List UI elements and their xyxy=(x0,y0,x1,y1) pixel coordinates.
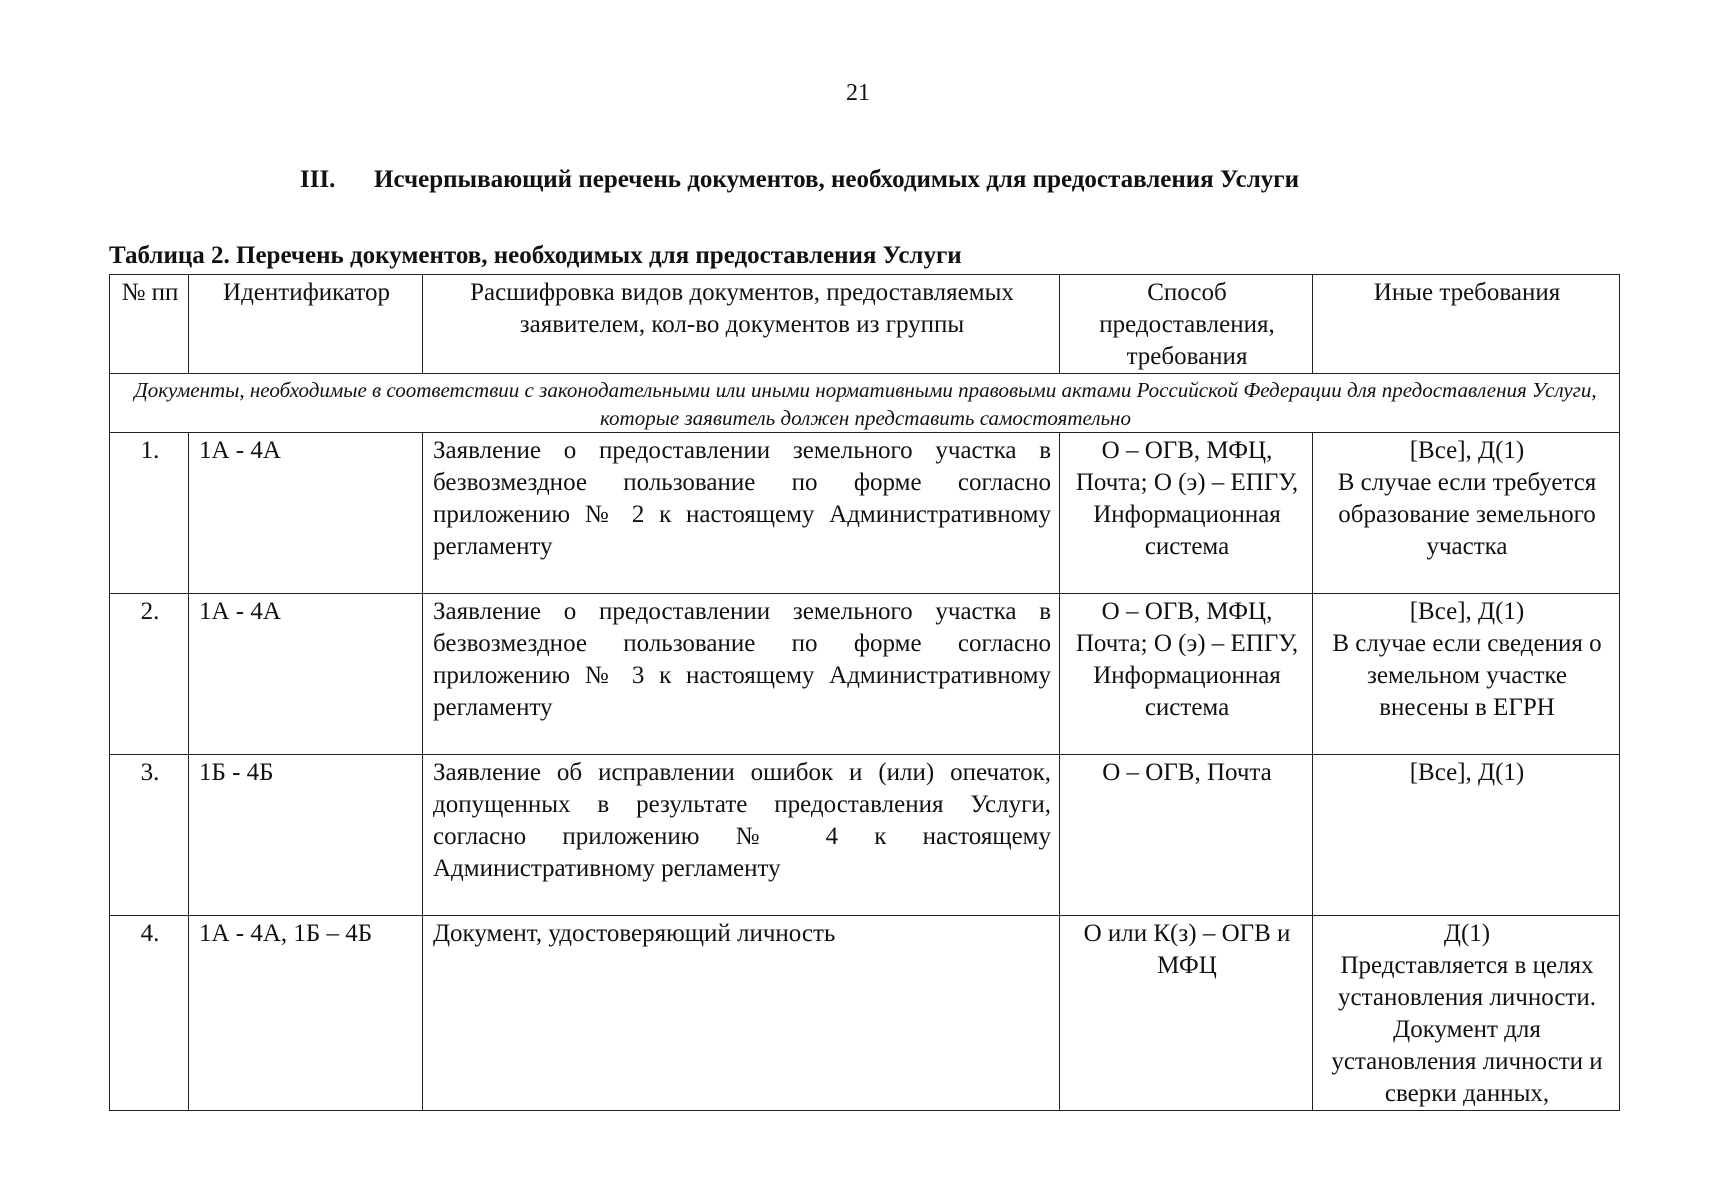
table-header-row xyxy=(110,275,1620,374)
header-method: Способ предоставления, требования xyxy=(1060,275,1313,374)
header-id: Идентификатор xyxy=(189,275,423,374)
table-caption: Таблица 2. Перечень документов, необходимых для предоставления Услуги xyxy=(109,242,962,269)
row-method: О или К(з) – ОГВ и МФЦ xyxy=(1060,916,1313,1111)
documents-table xyxy=(109,274,1620,1111)
row-other-requirements xyxy=(1313,916,1620,1111)
group-row xyxy=(110,374,1620,433)
table-row xyxy=(110,755,1620,916)
row-other-note: Представляется в целях установления личности. Документ для установления личности и сверки данных, xyxy=(1331,952,1603,1107)
row-other-main: [Все], Д(1) xyxy=(1409,598,1525,625)
row-identifier: 1Б - 4Б xyxy=(189,755,423,916)
header-num: № пп xyxy=(110,275,189,374)
row-other-note: В случае если требуется образование земельного участка xyxy=(1337,469,1597,560)
header-description: Расшифровка видов документов, предоставляемых заявителем, кол-во документов из группы xyxy=(423,275,1060,374)
section-heading xyxy=(300,166,1299,194)
row-description: Заявление о предоставлении земельного участка в безвозмездное пользование по форме согласно приложению № 2 к настоящему Административному регламенту xyxy=(423,433,1060,594)
row-other-requirements xyxy=(1313,594,1620,755)
row-other-note: В случае если сведения о земельном участке внесены в ЕГРН xyxy=(1332,630,1602,721)
row-description: Заявление об исправлении ошибок и (или) опечаток, допущенных в результате предоставления Услуги, согласно приложению № 4 к настоящему Административному регламенту xyxy=(423,755,1060,916)
table-row xyxy=(110,594,1620,755)
row-identifier: 1А - 4А, 1Б – 4Б xyxy=(189,916,423,1111)
group-row-text: Документы, необходимые в соответствии с законодательными или иными нормативными правовыми актами Российской Федерации для предоставления Услуги, которые заявитель должен представить самостоятельно xyxy=(110,374,1620,433)
row-num: 3. xyxy=(110,755,189,916)
page-number: 21 xyxy=(846,80,870,106)
row-num: 2. xyxy=(110,594,189,755)
row-other-main: [Все], Д(1) xyxy=(1409,759,1525,786)
row-other-main: [Все], Д(1) xyxy=(1409,437,1525,464)
row-description: Документ, удостоверяющий личность xyxy=(423,916,1060,1111)
row-method: О – ОГВ, МФЦ, Почта; О (э) – ЕПГУ, Информационная система xyxy=(1060,594,1313,755)
row-other-requirements xyxy=(1313,755,1620,916)
row-num: 4. xyxy=(110,916,189,1111)
header-other-requirements: Иные требования xyxy=(1313,275,1620,374)
row-description: Заявление о предоставлении земельного участка в безвозмездное пользование по форме согласно приложению № 3 к настоящему Административному регламенту xyxy=(423,594,1060,755)
table-row xyxy=(110,916,1620,1111)
row-other-main: Д(1) xyxy=(1443,920,1491,947)
table-row xyxy=(110,433,1620,594)
section-title: Исчерпывающий перечень документов, необходимых для предоставления Услуги xyxy=(374,166,1299,193)
row-method: О – ОГВ, Почта xyxy=(1060,755,1313,916)
row-method: О – ОГВ, МФЦ, Почта; О (э) – ЕПГУ, Информационная система xyxy=(1060,433,1313,594)
section-roman-numeral: III. xyxy=(300,166,336,193)
row-other-requirements xyxy=(1313,433,1620,594)
row-identifier: 1А - 4А xyxy=(189,594,423,755)
row-identifier: 1А - 4А xyxy=(189,433,423,594)
row-num: 1. xyxy=(110,433,189,594)
